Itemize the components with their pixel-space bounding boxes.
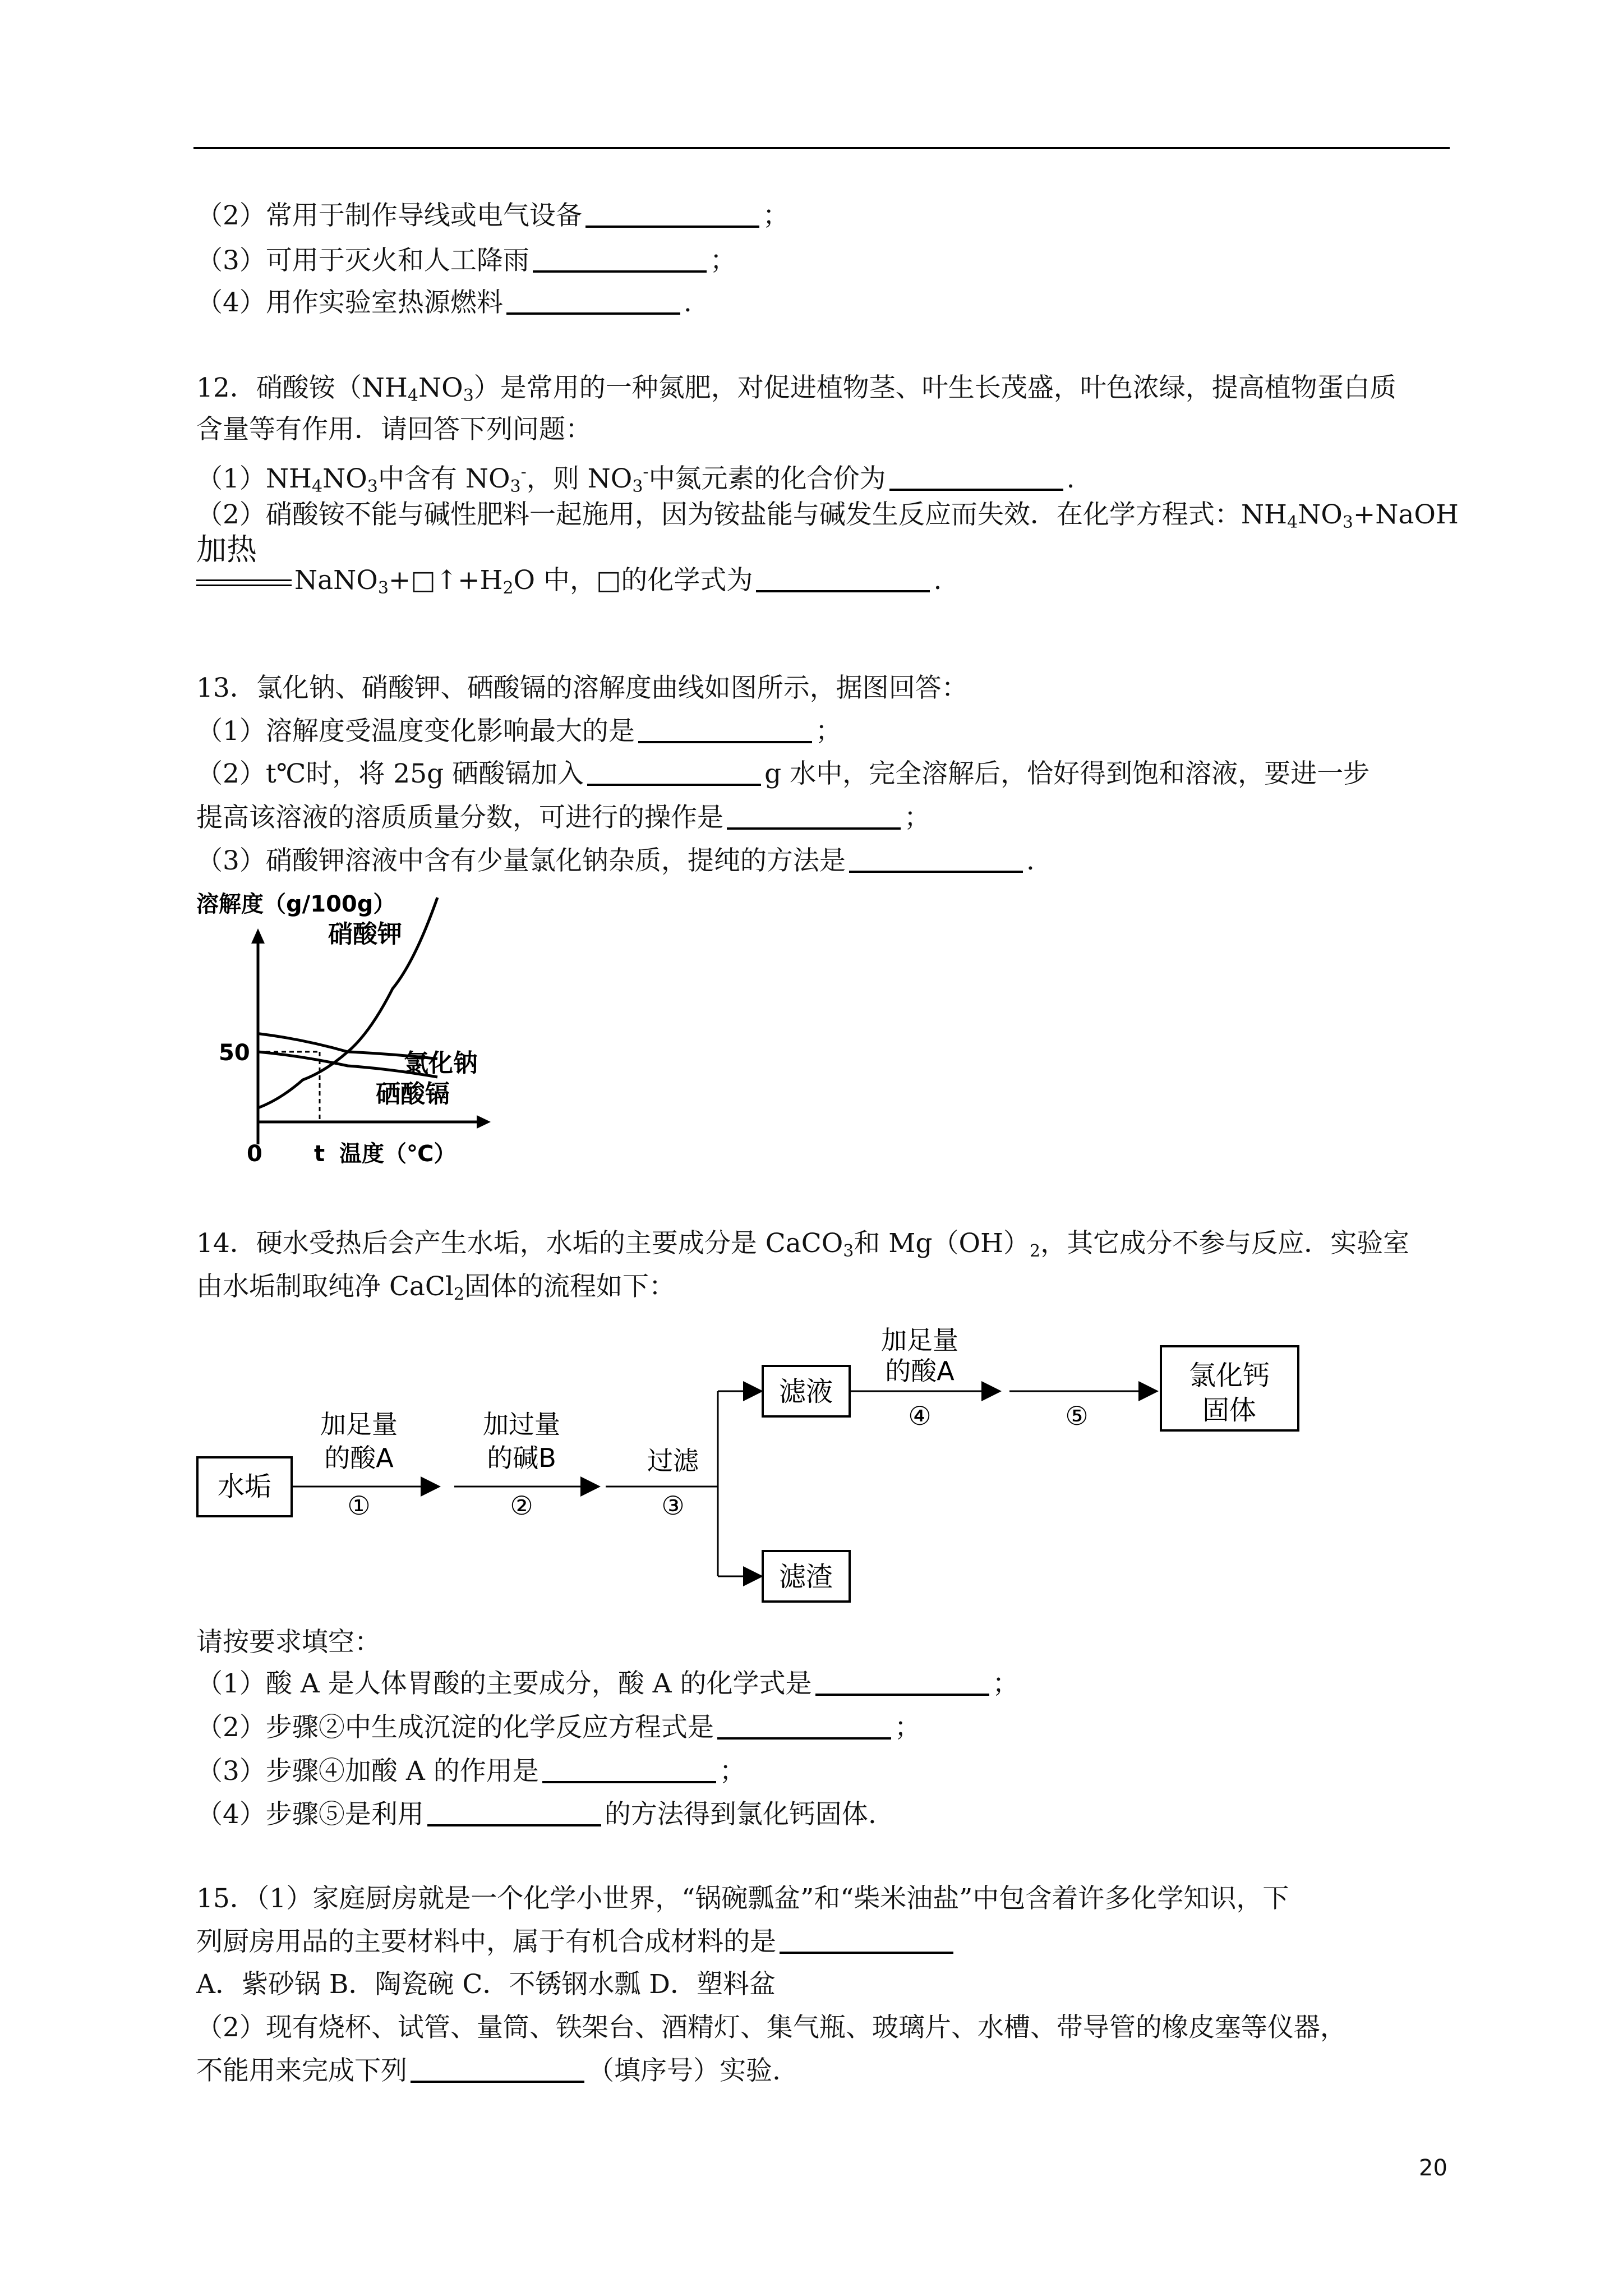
q13-stem: 13．氯化钠、硝酸钾、硒酸镉的溶解度曲线如图所示，据图回答：	[196, 673, 968, 703]
chart-ylabel: 溶解度（g/100g）	[196, 891, 396, 917]
answer-blank[interactable]	[542, 1756, 716, 1783]
q12-stem-line2: 含量等有作用．请回答下列问题：	[196, 414, 592, 445]
q12-part2-line1: （2）硝酸铵不能与碱性肥料一起施用，因为铵盐能与碱发生反应而失效．在化学方程式：$NH_4NO_3+NaOH$	[196, 499, 1459, 532]
q14-stem-line2: 由水垢制取纯净 CaCl$_2$固体的流程如下：	[196, 1271, 676, 1304]
flow-step1-label2: 的酸A	[324, 1443, 394, 1473]
chart-xlabel: 温度（℃）	[339, 1141, 457, 1167]
reaction-condition: 加热	[196, 532, 257, 567]
q14-part4: （4）步骤⑤是利用 的方法得到氯化钙固体.	[196, 1799, 877, 1830]
flow-start-label: 水垢	[217, 1471, 272, 1502]
q13-part3: （3）硝酸钾溶液中含有少量氯化钠杂质，提纯的方法是 .	[196, 845, 1035, 876]
flow-filter-label: 过滤	[647, 1446, 699, 1476]
answer-blank[interactable]	[411, 2056, 584, 2083]
answer-blank[interactable]	[756, 565, 930, 592]
page-number: 20	[1419, 2155, 1447, 2181]
answer-blank[interactable]	[638, 716, 812, 743]
q12-part2-line2: $NaNO_3+□↑+H_2O$ 中，□的化学式为 .	[294, 565, 942, 598]
answer-blank[interactable]	[849, 846, 1023, 873]
q15-part2-line1: （2）现有烧杯、试管、量筒、铁架台、酒精灯、集气瓶、玻璃片、水槽、带导管的橡皮塞等仪器，	[196, 2012, 1347, 2043]
answer-blank[interactable]	[427, 1800, 601, 1826]
y-tick-50: 50	[219, 1040, 250, 1066]
flow-step2-label1: 加过量	[483, 1409, 560, 1439]
flow-step4-label2: 的酸A	[885, 1356, 955, 1386]
x-tick-0: 0	[247, 1141, 262, 1167]
q14-stem-line1: 14．硬水受热后会产生水垢，水垢的主要成分是 CaCO$_3$和 $Mg(OH)_2$，其它成分不参与反应．实验室	[196, 1228, 1410, 1261]
q15-part1-line2: 列厨房用品的主要材料中，属于有机合成材料的是	[196, 1925, 957, 1959]
series-label-nacl: 氯化钠	[404, 1049, 478, 1078]
y-axis-arrow	[251, 928, 265, 944]
header-rule	[193, 147, 1450, 149]
x-tick-t: t	[314, 1141, 325, 1167]
equals-sign-bottom	[196, 585, 292, 586]
q11-item-2: （2）常用于制作导线或电气设备 ；	[196, 200, 789, 231]
flow-step3-num: ③	[661, 1490, 685, 1521]
flow-step2-label2: 的碱B	[487, 1443, 556, 1473]
flow-step2-num: ②	[510, 1490, 533, 1521]
answer-blank[interactable]	[889, 464, 1063, 491]
flow-product-label1: 氯化钙	[1188, 1360, 1270, 1391]
q13-part2-line1: （2）t℃时，将 25g 硒酸镉加入 g 水中，完全溶解后，恰好得到饱和溶液，要进一步	[196, 758, 1370, 789]
flow-step4-label1: 加足量	[881, 1325, 958, 1355]
solubility-chart	[191, 881, 550, 1172]
flow-filtrate-label: 滤液	[778, 1376, 833, 1407]
q14-part1: （1）酸 A 是人体胃酸的主要成分，酸 A 的化学式是 ；	[196, 1668, 1019, 1699]
flow-step4-num: ④	[908, 1401, 932, 1431]
q14-part3: （3）步骤④加酸 A 的作用是 ；	[196, 1756, 746, 1787]
flow-step5-num: ⑤	[1065, 1401, 1089, 1431]
answer-blank[interactable]	[780, 1927, 953, 1954]
answer-blank[interactable]	[533, 246, 707, 273]
process-flow-diagram	[191, 1313, 1312, 1616]
q15-options: A．紫砂锅 B．陶瓷碗 C．不锈钢水瓢 D．塑料盆	[196, 1969, 776, 2000]
flow-step1-num: ①	[347, 1490, 371, 1521]
q14-prompt: 请按要求填空：	[196, 1627, 381, 1658]
q13-part1: （1）溶解度受温度变化影响最大的是 ；	[196, 716, 842, 747]
q12-part1: $(1)NH_4NO_3$中含有 $NO_3^-$，则 $NO_3^-$中氮元素的化合价为 .	[196, 462, 1075, 496]
answer-blank[interactable]	[587, 759, 761, 786]
q15-part1-line1: 15．（1）家庭厨房就是一个化学小世界，“锅碗瓢盆”和“柴米油盐”中包含着许多化学知识，下	[196, 1883, 1289, 1914]
answer-blank[interactable]	[585, 201, 759, 228]
q11-item-3: （3）可用于灭火和人工降雨 ；	[196, 245, 736, 276]
flow-residue-label: 滤渣	[778, 1561, 833, 1593]
q14-part2: （2）步骤②中生成沉淀的化学反应方程式是 ；	[196, 1712, 921, 1743]
answer-blank[interactable]	[815, 1669, 989, 1696]
q15-part2-line2: 不能用来完成下列 （填序号）实验.	[196, 2055, 781, 2086]
q13-part2-line2: 提高该溶液的溶质质量分数，可进行的操作是 ；	[196, 802, 930, 833]
equals-sign-top	[196, 579, 292, 581]
x-axis-arrow	[477, 1115, 491, 1129]
q12-stem-line1: 12．硝酸铵$(NH_4NO_3)$是常用的一种氮肥，对促进植物茎、叶生长茂盛，叶色浓绿，提高植物蛋白质	[196, 372, 1396, 406]
series-label-cdseo4: 硒酸镉	[376, 1080, 450, 1108]
series-label-kno3: 硝酸钾	[328, 920, 402, 949]
q11-item-4: （4）用作实验室热源燃料 .	[196, 287, 692, 318]
flow-step1-label1: 加足量	[320, 1409, 398, 1439]
answer-blank[interactable]	[727, 803, 901, 830]
answer-blank[interactable]	[717, 1713, 891, 1740]
flow-product-label2: 固体	[1202, 1395, 1257, 1426]
answer-blank[interactable]	[506, 288, 680, 315]
